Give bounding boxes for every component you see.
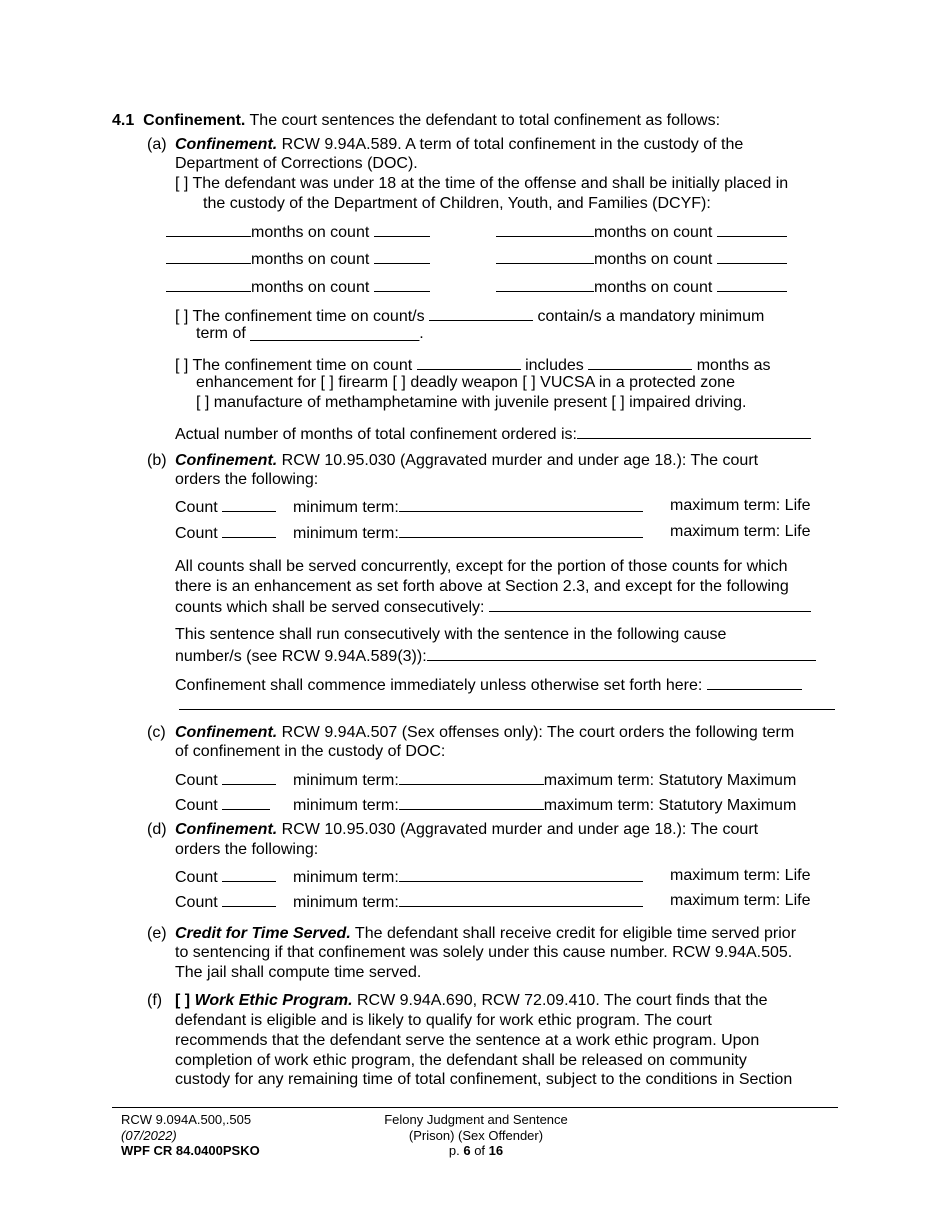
commence-line: [175, 674, 802, 696]
concurrent-line3: [175, 596, 811, 618]
min-blank[interactable]: [399, 522, 643, 538]
months-blank[interactable]: [166, 276, 251, 292]
months-blank[interactable]: [496, 276, 594, 292]
item-e-line3: The jail shall compute time served.: [175, 964, 422, 981]
item-b-title: Confinement.: [175, 452, 278, 469]
item-f-text1: RCW 9.94A.690, RCW 72.09.410. The court finds that the: [356, 992, 768, 1009]
months-blank[interactable]: [496, 248, 594, 264]
months-blank[interactable]: [166, 221, 251, 237]
b-max-row-1: maximum term: Life: [670, 497, 811, 514]
section-number: 4.1: [112, 112, 135, 129]
dcyf-line2: the custody of the Department of Children, Youth, and Families (DCYF):: [203, 195, 711, 212]
count-blank[interactable]: [222, 522, 276, 538]
months-blank[interactable]: [166, 248, 251, 264]
item-b-label: (b): [147, 452, 167, 469]
d-count-row-1: [175, 866, 276, 888]
months-row-1-right: [496, 221, 787, 243]
b-count-row-1: [175, 496, 276, 518]
item-f-title: Work Ethic Program.: [194, 992, 353, 1009]
footer-page: [360, 1143, 592, 1159]
months-label: months on count: [594, 279, 713, 296]
item-c-title: Confinement.: [175, 724, 278, 741]
count-label: Count: [175, 869, 218, 886]
months-row-3-right: [496, 276, 787, 298]
count-blank[interactable]: [222, 794, 270, 810]
min-blank[interactable]: [399, 891, 643, 907]
min-blank[interactable]: [399, 496, 643, 512]
months-label: months on count: [251, 224, 370, 241]
months-label: months on count: [251, 251, 370, 268]
count-blank[interactable]: [222, 891, 276, 907]
d-min-row-1: [293, 866, 643, 888]
count-label: Count: [175, 797, 218, 814]
item-e-text1: The defendant shall receive credit for eligible time served prior: [354, 925, 797, 942]
max-label: maximum term: Statutory Maximum: [543, 772, 797, 789]
d-max-row-1: maximum term: Life: [670, 867, 811, 884]
mandatory-minimum-line2: term of ___________________.: [196, 325, 424, 342]
count-blank[interactable]: [374, 248, 430, 264]
item-d-label: (d): [147, 821, 167, 838]
d-count-row-2: [175, 891, 276, 913]
months-row-3-left: [166, 276, 430, 298]
min-label: minimum term:: [293, 499, 399, 516]
item-e-line2: to sentencing if that confinement was solely under this cause number. RCW 9.94A.505.: [175, 944, 793, 961]
enh-text-a: [ ] The confinement time on count: [175, 357, 413, 374]
item-c-label: (c): [147, 724, 166, 741]
min-label: minimum term:: [293, 525, 399, 542]
footer-date: (07/2022): [121, 1128, 177, 1143]
item-c-line2: of confinement in the custody of DOC:: [175, 743, 446, 760]
actual-months-blank[interactable]: [577, 423, 811, 439]
months-label: months on count: [594, 224, 713, 241]
actual-months-line: [175, 423, 811, 445]
enh-count-blank[interactable]: [417, 354, 521, 370]
d-max-row-2: maximum term: Life: [670, 892, 811, 909]
commence-blank-line-2[interactable]: [179, 709, 835, 710]
count-blank[interactable]: [717, 248, 787, 264]
min-label: minimum term:: [293, 894, 399, 911]
footer-title-line2: (Prison) (Sex Offender): [408, 1128, 544, 1143]
commence-blank[interactable]: [707, 674, 802, 690]
item-a-line1: [175, 135, 743, 155]
mand-text-a: [ ] The confinement time on count/s: [175, 308, 425, 325]
item-c-text1: RCW 9.94A.507 (Sex offenses only): The court orders the following term: [281, 724, 795, 741]
count-blank[interactable]: [374, 276, 430, 292]
c-count-row-2: [175, 794, 270, 816]
item-d-line2: orders the following:: [175, 841, 319, 858]
item-b-line1: [175, 451, 758, 471]
count-blank[interactable]: [717, 221, 787, 237]
page-total: 16: [488, 1143, 504, 1158]
enh-text-b: includes: [525, 357, 584, 374]
item-a-text1: RCW 9.94A.589. A term of total confinement in the custody of the: [281, 136, 744, 153]
item-f-line2: defendant is eligible and is likely to qualify for work ethic program. The court: [175, 1012, 712, 1029]
item-d-line1: [175, 820, 758, 840]
count-blank[interactable]: [374, 221, 430, 237]
count-label: Count: [175, 525, 218, 542]
item-a-title: Confinement.: [175, 136, 278, 153]
count-blank[interactable]: [222, 496, 276, 512]
enh-text-c: months as: [696, 357, 771, 374]
section-title: Confinement.: [143, 112, 246, 129]
page-of: of: [474, 1143, 486, 1158]
mand-text-b: contain/s a mandatory minimum: [537, 308, 765, 325]
enh-months-blank[interactable]: [588, 354, 692, 370]
mand-count-blank[interactable]: [429, 305, 533, 321]
months-row-1-left: [166, 221, 430, 243]
min-label: minimum term:: [293, 797, 399, 814]
min-blank[interactable]: [399, 769, 544, 785]
consecutive-counts-blank[interactable]: [489, 596, 811, 612]
months-label: months on count: [251, 279, 370, 296]
consecutive-text: number/s (see RCW 9.94A.589(3)):: [175, 648, 427, 665]
concurrent-text: counts which shall be served consecutively:: [175, 599, 485, 616]
min-label: minimum term:: [293, 772, 399, 789]
page-number: 6: [463, 1143, 471, 1158]
consecutive-line1: This sentence shall run consecutively with the sentence in the following cause: [175, 626, 727, 643]
months-row-2-left: [166, 248, 430, 270]
section-4-1-heading: [112, 111, 720, 131]
commence-text: Confinement shall commence immediately unless otherwise set forth here:: [175, 677, 703, 694]
item-a-label: (a): [147, 136, 167, 153]
enhancement-line2[interactable]: enhancement for [ ] firearm [ ] deadly weapon [ ] VUCSA in a protected zone: [196, 374, 735, 391]
footer-divider: [112, 1107, 838, 1108]
item-f-line3: recommends that the defendant serve the sentence at a work ethic program. Upon: [175, 1032, 760, 1049]
b-max-row-2: maximum term: Life: [670, 523, 811, 540]
item-f-line1: [175, 991, 768, 1011]
enhancement-line3[interactable]: [ ] manufacture of methamphetamine with juvenile present [ ] impaired driving.: [196, 394, 747, 411]
item-f-line4: completion of work ethic program, the defendant shall be released on community: [175, 1052, 747, 1069]
actual-months-label: Actual number of months of total confinement ordered is:: [175, 426, 577, 443]
footer-rcw: RCW 9.094A.500,.505: [121, 1112, 252, 1127]
count-label: Count: [175, 772, 218, 789]
cause-number-blank[interactable]: [427, 645, 816, 661]
section-text: The court sentences the defendant to total confinement as follows:: [249, 112, 721, 129]
count-label: Count: [175, 894, 218, 911]
count-blank[interactable]: [222, 769, 276, 785]
item-b-line2: orders the following:: [175, 471, 319, 488]
c-count-row-1: [175, 769, 276, 791]
months-row-2-right: [496, 248, 787, 270]
b-min-row-2: [293, 522, 643, 544]
months-label: months on count: [594, 251, 713, 268]
min-blank[interactable]: [399, 794, 544, 810]
item-c-line1: [175, 723, 794, 743]
c-min-row-1: [293, 769, 796, 791]
max-label: maximum term: Statutory Maximum: [543, 797, 797, 814]
item-a-line2: Department of Corrections (DOC).: [175, 155, 418, 172]
footer-form-number: WPF CR 84.0400PSKO: [121, 1143, 260, 1158]
footer-title-line1: Felony Judgment and Sentence: [384, 1112, 568, 1127]
item-d-text1: RCW 10.95.030 (Aggravated murder and under age 18.): The court: [281, 821, 759, 838]
c-min-row-2: [293, 794, 796, 816]
item-d-title: Confinement.: [175, 821, 278, 838]
count-label: Count: [175, 499, 218, 516]
d-min-row-2: [293, 891, 643, 913]
b-count-row-2: [175, 522, 276, 544]
months-blank[interactable]: [496, 221, 594, 237]
item-e-label: (e): [147, 925, 167, 942]
item-e-line1: [175, 924, 796, 944]
consecutive-line2: [175, 645, 816, 667]
dcyf-checkbox-line1[interactable]: [ ] The defendant was under 18 at the time of the offense and shall be initially placed in: [175, 175, 789, 192]
work-ethic-checkbox[interactable]: [ ]: [175, 992, 191, 1009]
item-f-line5: custody for any remaining time of total confinement, subject to the conditions in Section: [175, 1071, 793, 1088]
count-blank[interactable]: [717, 276, 787, 292]
concurrent-line1: All counts shall be served concurrently, except for the portion of those counts for which: [175, 558, 788, 575]
min-blank[interactable]: [399, 866, 643, 882]
page-prefix: p.: [448, 1143, 460, 1158]
item-f-label: (f): [147, 992, 163, 1009]
b-min-row-1: [293, 496, 643, 518]
item-e-title: Credit for Time Served.: [175, 925, 351, 942]
count-blank[interactable]: [222, 866, 276, 882]
item-b-text1: RCW 10.95.030 (Aggravated murder and under age 18.): The court: [281, 452, 759, 469]
min-label: minimum term:: [293, 869, 399, 886]
concurrent-line2: there is an enhancement as set forth above at Section 2.3, and except for the following: [175, 578, 789, 595]
